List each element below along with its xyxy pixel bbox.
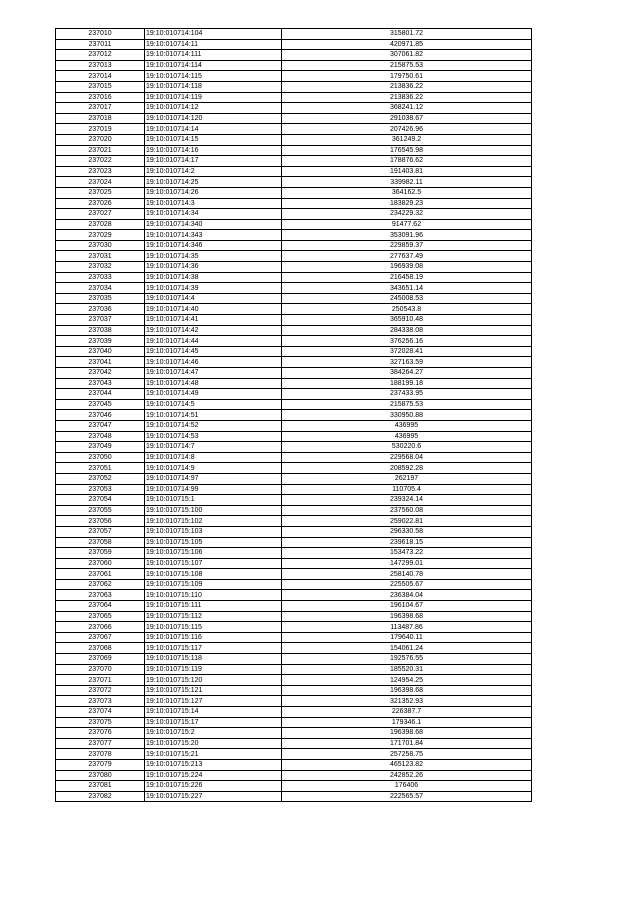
table-row [56,124,532,135]
record-number-cell: 237047 [56,420,145,431]
cadastral-number-cell: 19:10:010714:17 [145,156,282,167]
table-row [56,50,532,61]
amount-cell: 330950.88 [282,410,532,421]
amount-cell: 465123.82 [282,759,532,770]
table-row [56,81,532,92]
amount-cell: 178876.62 [282,156,532,167]
amount-cell: 196398.68 [282,728,532,739]
cadastral-number-cell: 19:10:010714:99 [145,484,282,495]
record-number-cell: 237016 [56,92,145,103]
cadastral-number-cell: 19:10:010714:38 [145,272,282,283]
table-row [56,431,532,442]
cadastral-number-cell: 19:10:010715:116 [145,632,282,643]
amount-cell: 353091.96 [282,230,532,241]
record-number-cell: 237072 [56,685,145,696]
table-row [56,293,532,304]
cadastral-number-cell: 19:10:010715:1 [145,495,282,506]
record-number-cell: 237082 [56,791,145,802]
record-number-cell: 237055 [56,505,145,516]
record-number-cell: 237011 [56,39,145,50]
amount-cell: 179346.1 [282,717,532,728]
amount-cell: 321352.93 [282,696,532,707]
record-number-cell: 237042 [56,368,145,379]
record-number-cell: 237028 [56,219,145,230]
table-row [56,685,532,696]
record-number-cell: 237017 [56,103,145,114]
amount-cell: 196939.08 [282,262,532,273]
amount-cell: 234229.32 [282,209,532,220]
cadastral-number-cell: 19:10:010714:45 [145,346,282,357]
amount-cell: 171701.84 [282,738,532,749]
amount-cell: 258140.78 [282,569,532,580]
table-row [56,315,532,326]
cadastral-number-cell: 19:10:010714:35 [145,251,282,262]
amount-cell: 207426.96 [282,124,532,135]
cadastral-number-cell: 19:10:010715:21 [145,749,282,760]
amount-cell: 213836.22 [282,81,532,92]
record-number-cell: 237044 [56,389,145,400]
amount-cell: 196104.67 [282,601,532,612]
record-number-cell: 237057 [56,526,145,537]
amount-cell: 192576.55 [282,654,532,665]
record-number-cell: 237059 [56,548,145,559]
record-number-cell: 237031 [56,251,145,262]
record-number-cell: 237073 [56,696,145,707]
amount-cell: 296330.58 [282,526,532,537]
record-number-cell: 237061 [56,569,145,580]
table-row [56,209,532,220]
amount-cell: 436995 [282,431,532,442]
cadastral-number-cell: 19:10:010715:20 [145,738,282,749]
amount-cell: 196398.68 [282,611,532,622]
cadastral-number-cell: 19:10:010714:51 [145,410,282,421]
table-row [56,262,532,273]
cadastral-number-cell: 19:10:010714:343 [145,230,282,241]
cadastral-number-cell: 19:10:010714:42 [145,325,282,336]
record-number-cell: 237034 [56,283,145,294]
table-row [56,283,532,294]
table-row [56,516,532,527]
cadastral-number-cell: 19:10:010715:118 [145,654,282,665]
table-row [56,251,532,262]
cadastral-number-cell: 19:10:010714:41 [145,315,282,326]
record-number-cell: 237078 [56,749,145,760]
record-number-cell: 237052 [56,473,145,484]
cadastral-number-cell: 19:10:010714:16 [145,145,282,156]
table-row [56,219,532,230]
amount-cell: 277637.49 [282,251,532,262]
cadastral-number-cell: 19:10:010715:14 [145,707,282,718]
record-number-cell: 237075 [56,717,145,728]
table-row [56,675,532,686]
record-number-cell: 237023 [56,166,145,177]
record-number-cell: 237081 [56,781,145,792]
cadastral-number-cell: 19:10:010714:97 [145,473,282,484]
record-number-cell: 237065 [56,611,145,622]
table-row [56,569,532,580]
cadastral-number-cell: 19:10:010715:119 [145,664,282,675]
amount-cell: 420971.85 [282,39,532,50]
table-row [56,389,532,400]
cadastral-number-cell: 19:10:010714:9 [145,463,282,474]
record-number-cell: 237010 [56,29,145,40]
amount-cell: 315801.72 [282,29,532,40]
table-row [56,39,532,50]
amount-cell: 436995 [282,420,532,431]
cadastral-number-cell: 19:10:010714:53 [145,431,282,442]
amount-cell: 154061.24 [282,643,532,654]
record-number-cell: 237060 [56,558,145,569]
amount-cell: 147299.01 [282,558,532,569]
record-number-cell: 237032 [56,262,145,273]
cadastral-number-cell: 19:10:010715:103 [145,526,282,537]
table-row [56,548,532,559]
amount-cell: 179750.61 [282,71,532,82]
record-number-cell: 237056 [56,516,145,527]
cadastral-number-cell: 19:10:010714:119 [145,92,282,103]
table-row [56,696,532,707]
table-row [56,103,532,114]
table-row [56,304,532,315]
cadastral-number-cell: 19:10:010714:3 [145,198,282,209]
record-number-cell: 237063 [56,590,145,601]
table-row [56,791,532,802]
table-row [56,749,532,760]
amount-cell: 364162.5 [282,187,532,198]
table-row [56,717,532,728]
cadastral-number-cell: 19:10:010714:7 [145,442,282,453]
cadastral-number-cell: 19:10:010715:127 [145,696,282,707]
cadastral-number-cell: 19:10:010714:49 [145,389,282,400]
table-row [56,770,532,781]
cadastral-number-cell: 19:10:010715:117 [145,643,282,654]
cadastral-number-cell: 19:10:010715:106 [145,548,282,559]
amount-cell: 188199.18 [282,378,532,389]
cadastral-number-cell: 19:10:010715:115 [145,622,282,633]
cadastral-number-cell: 19:10:010715:226 [145,781,282,792]
record-number-cell: 237019 [56,124,145,135]
table-row [56,336,532,347]
cadastral-number-cell: 19:10:010714:39 [145,283,282,294]
table-row [56,654,532,665]
amount-cell: 216458.19 [282,272,532,283]
table-row [56,537,532,548]
record-number-cell: 237046 [56,410,145,421]
amount-cell: 384264.27 [282,368,532,379]
cadastral-number-cell: 19:10:010715:107 [145,558,282,569]
table-row [56,781,532,792]
table-row [56,399,532,410]
amount-cell: 376256.16 [282,336,532,347]
amount-cell: 365910.48 [282,315,532,326]
amount-cell: 229568.04 [282,452,532,463]
record-number-cell: 237012 [56,50,145,61]
table-row [56,378,532,389]
amount-cell: 237560.08 [282,505,532,516]
table-row [56,484,532,495]
record-number-cell: 237058 [56,537,145,548]
amount-cell: 245008.53 [282,293,532,304]
record-number-cell: 237033 [56,272,145,283]
cadastral-number-cell: 19:10:010714:118 [145,81,282,92]
amount-cell: 91477.62 [282,219,532,230]
table-row [56,759,532,770]
cadastral-number-cell: 19:10:010715:17 [145,717,282,728]
table-row [56,505,532,516]
cadastral-number-cell: 19:10:010715:120 [145,675,282,686]
table-row [56,166,532,177]
table-row [56,29,532,40]
table-row [56,272,532,283]
record-number-cell: 237036 [56,304,145,315]
cadastral-number-cell: 19:10:010714:4 [145,293,282,304]
record-number-cell: 237074 [56,707,145,718]
table-row [56,177,532,188]
amount-cell: 124954.25 [282,675,532,686]
table-row [56,579,532,590]
cadastral-number-cell: 19:10:010714:40 [145,304,282,315]
cadastral-number-cell: 19:10:010714:5 [145,399,282,410]
record-number-cell: 237062 [56,579,145,590]
cadastral-number-cell: 19:10:010714:114 [145,60,282,71]
amount-cell: 225505.67 [282,579,532,590]
record-number-cell: 237076 [56,728,145,739]
table-row [56,410,532,421]
cadastral-number-cell: 19:10:010715:108 [145,569,282,580]
table-row [56,60,532,71]
cadastral-number-cell: 19:10:010714:340 [145,219,282,230]
cadastral-number-cell: 19:10:010715:105 [145,537,282,548]
cadastral-number-cell: 19:10:010714:346 [145,240,282,251]
cadastral-number-cell: 19:10:010714:34 [145,209,282,220]
amount-cell: 368241.12 [282,103,532,114]
table-row [56,707,532,718]
amount-cell: 259022.81 [282,516,532,527]
table-row [56,463,532,474]
amount-cell: 208592.28 [282,463,532,474]
cadastral-number-cell: 19:10:010715:110 [145,590,282,601]
table-row [56,71,532,82]
record-number-cell: 237068 [56,643,145,654]
record-number-cell: 237051 [56,463,145,474]
table-row [56,187,532,198]
amount-cell: 196398.68 [282,685,532,696]
record-number-cell: 237066 [56,622,145,633]
record-number-cell: 237029 [56,230,145,241]
amount-cell: 179640.11 [282,632,532,643]
amount-cell: 215875.53 [282,399,532,410]
table-row [56,601,532,612]
amount-cell: 239324.14 [282,495,532,506]
cadastral-number-cell: 19:10:010714:25 [145,177,282,188]
record-number-cell: 237064 [56,601,145,612]
table-row [56,495,532,506]
cadastral-number-cell: 19:10:010714:12 [145,103,282,114]
record-number-cell: 237015 [56,81,145,92]
record-number-cell: 237024 [56,177,145,188]
record-number-cell: 237013 [56,60,145,71]
table-row [56,325,532,336]
table-row [56,728,532,739]
amount-cell: 291038.67 [282,113,532,124]
amount-cell: 226387.7 [282,707,532,718]
cadastral-number-cell: 19:10:010714:104 [145,29,282,40]
amount-cell: 237433.95 [282,389,532,400]
table-row [56,442,532,453]
amount-cell: 242852.26 [282,770,532,781]
record-number-cell: 237045 [56,399,145,410]
cadastral-number-cell: 19:10:010714:26 [145,187,282,198]
amount-cell: 361249.2 [282,134,532,145]
amount-cell: 257258.75 [282,749,532,760]
data-table [55,28,532,802]
table-row [56,452,532,463]
amount-cell: 343651.14 [282,283,532,294]
table-row [56,145,532,156]
amount-cell: 327163.59 [282,357,532,368]
cadastral-number-cell: 19:10:010714:46 [145,357,282,368]
table-row [56,240,532,251]
amount-cell: 176545.98 [282,145,532,156]
table-row [56,643,532,654]
cadastral-number-cell: 19:10:010715:100 [145,505,282,516]
record-number-cell: 237022 [56,156,145,167]
cadastral-number-cell: 19:10:010714:48 [145,378,282,389]
table-row [56,156,532,167]
amount-cell: 250543.8 [282,304,532,315]
cadastral-number-cell: 19:10:010715:112 [145,611,282,622]
table-row [56,664,532,675]
table-row [56,738,532,749]
table-row [56,558,532,569]
cadastral-number-cell: 19:10:010714:2 [145,166,282,177]
record-number-cell: 237043 [56,378,145,389]
amount-cell: 215875.53 [282,60,532,71]
table-row [56,590,532,601]
cadastral-number-cell: 19:10:010715:2 [145,728,282,739]
cadastral-number-cell: 19:10:010714:14 [145,124,282,135]
record-number-cell: 237070 [56,664,145,675]
amount-cell: 191403.81 [282,166,532,177]
table-row [56,113,532,124]
table-row [56,357,532,368]
amount-cell: 236384.04 [282,590,532,601]
amount-cell: 229859.37 [282,240,532,251]
table-row [56,346,532,357]
cadastral-number-cell: 19:10:010715:121 [145,685,282,696]
record-number-cell: 237014 [56,71,145,82]
table-row [56,473,532,484]
record-number-cell: 237027 [56,209,145,220]
cadastral-number-cell: 19:10:010714:15 [145,134,282,145]
record-number-cell: 237020 [56,134,145,145]
amount-cell: 213836.22 [282,92,532,103]
record-number-cell: 237054 [56,495,145,506]
table-body [56,29,532,802]
record-number-cell: 237041 [56,357,145,368]
cadastral-number-cell: 19:10:010714:8 [145,452,282,463]
record-number-cell: 237071 [56,675,145,686]
table-row [56,526,532,537]
table-row [56,368,532,379]
table-row [56,198,532,209]
table-row [56,420,532,431]
record-number-cell: 237037 [56,315,145,326]
record-number-cell: 237026 [56,198,145,209]
amount-cell: 239618.15 [282,537,532,548]
amount-cell: 530220.6 [282,442,532,453]
cadastral-number-cell: 19:10:010715:213 [145,759,282,770]
record-number-cell: 237025 [56,187,145,198]
record-number-cell: 237080 [56,770,145,781]
table-row [56,632,532,643]
amount-cell: 185520.31 [282,664,532,675]
table-row [56,134,532,145]
record-number-cell: 237069 [56,654,145,665]
record-number-cell: 237038 [56,325,145,336]
cadastral-number-cell: 19:10:010714:115 [145,71,282,82]
amount-cell: 284338.08 [282,325,532,336]
table-row [56,622,532,633]
record-number-cell: 237039 [56,336,145,347]
record-number-cell: 237040 [56,346,145,357]
cadastral-number-cell: 19:10:010715:227 [145,791,282,802]
amount-cell: 153473.22 [282,548,532,559]
record-number-cell: 237067 [56,632,145,643]
table-row [56,230,532,241]
cadastral-number-cell: 19:10:010715:102 [145,516,282,527]
cadastral-number-cell: 19:10:010715:109 [145,579,282,590]
cadastral-number-cell: 19:10:010714:47 [145,368,282,379]
cadastral-number-cell: 19:10:010714:36 [145,262,282,273]
record-number-cell: 237021 [56,145,145,156]
amount-cell: 262197 [282,473,532,484]
amount-cell: 113487.86 [282,622,532,633]
cadastral-number-cell: 19:10:010715:111 [145,601,282,612]
cadastral-number-cell: 19:10:010715:224 [145,770,282,781]
record-number-cell: 237018 [56,113,145,124]
table-row [56,611,532,622]
cadastral-number-cell: 19:10:010714:11 [145,39,282,50]
record-number-cell: 237079 [56,759,145,770]
amount-cell: 372028.41 [282,346,532,357]
amount-cell: 176406 [282,781,532,792]
record-number-cell: 237035 [56,293,145,304]
table-row [56,92,532,103]
cadastral-number-cell: 19:10:010714:44 [145,336,282,347]
amount-cell: 110705.4 [282,484,532,495]
record-number-cell: 237048 [56,431,145,442]
amount-cell: 339982.11 [282,177,532,188]
record-number-cell: 237050 [56,452,145,463]
amount-cell: 222565.57 [282,791,532,802]
amount-cell: 307061.82 [282,50,532,61]
amount-cell: 183829.23 [282,198,532,209]
cadastral-number-cell: 19:10:010714:111 [145,50,282,61]
cadastral-number-cell: 19:10:010714:120 [145,113,282,124]
cadastral-number-cell: 19:10:010714:52 [145,420,282,431]
record-number-cell: 237077 [56,738,145,749]
record-number-cell: 237049 [56,442,145,453]
record-number-cell: 237030 [56,240,145,251]
record-number-cell: 237053 [56,484,145,495]
